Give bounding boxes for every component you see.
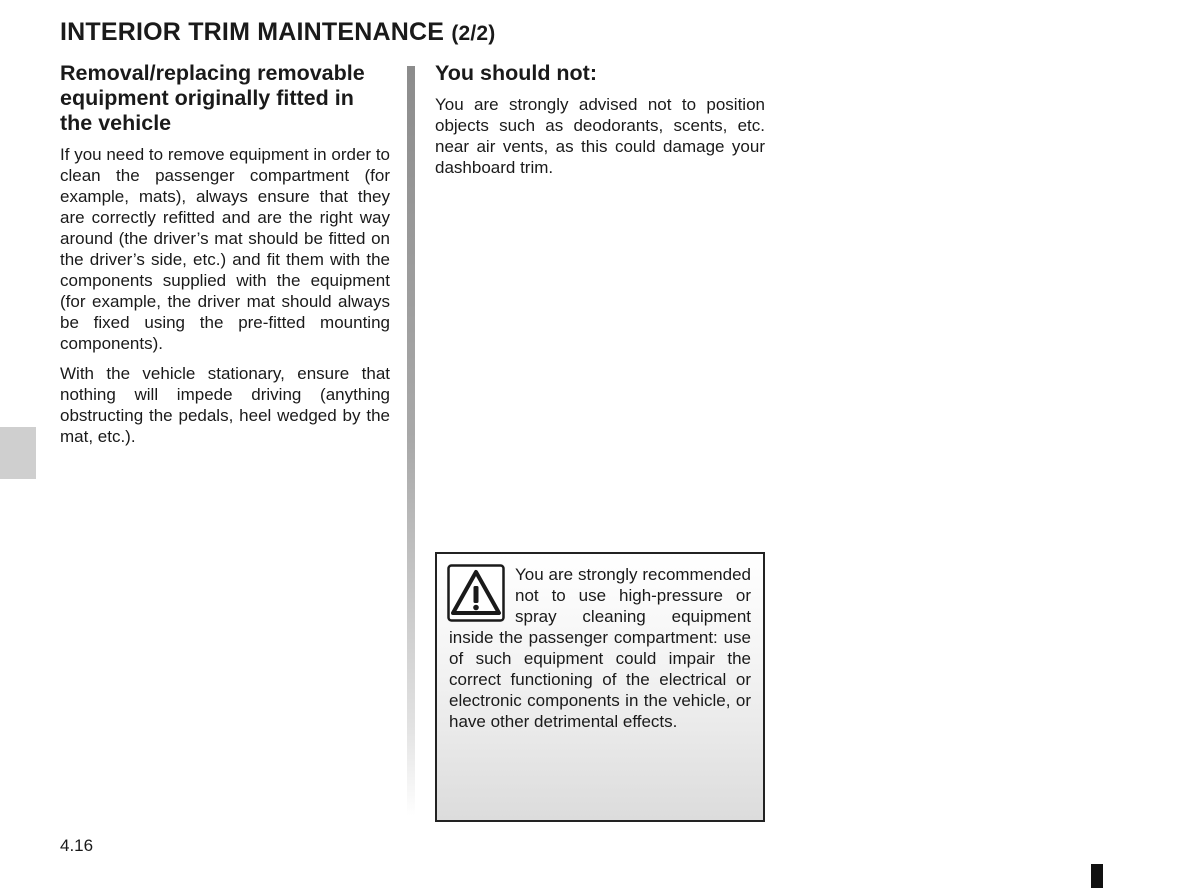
warning-triangle-icon	[447, 564, 505, 622]
page-number: 4.16	[60, 836, 94, 855]
warning-text: You are strongly recommended not to use high-pressure or spray cleaning equipment inside the passenger compartment: use of such equipment could impair the correct functioning of the electrical or electronic components in the vehicle, or have other detrimental effects.	[449, 565, 751, 731]
should-not-paragraph: You are strongly advised not to position objects such as deodorants, scents, etc. near air vents, as this could damage your dashboard trim.	[435, 95, 765, 177]
removal-heading: Removal/replacing removable equipment originally fitted in the vehicle	[60, 61, 365, 135]
removal-paragraph-2: With the vehicle stationary, ensure that nothing will impede driving (anything obstructing the pedals, heel wedged by the mat, etc.).	[60, 364, 390, 446]
column-divider	[407, 66, 415, 816]
left-column	[60, 61, 390, 456]
page-title-suffix: (2/2)	[451, 22, 496, 45]
should-not-heading: You should not:	[435, 61, 598, 85]
section-tab	[0, 427, 36, 479]
right-column	[435, 61, 765, 187]
page-title-text: INTERIOR TRIM MAINTENANCE	[60, 18, 445, 46]
removal-paragraph-1: If you need to remove equipment in order to clean the passenger compartment (for example, mats), always ensure that they are correctly refitted and are the right way around (the driver’s mat should be fitted on the driver’s side, etc.) and fit them with the components supplied with the equipment (for example, the driver mat should always be fixed using the pre-fitted mounting components).	[60, 145, 390, 353]
page-title	[60, 18, 496, 47]
page-edge-marker	[1091, 864, 1103, 888]
warning-box	[435, 552, 765, 822]
